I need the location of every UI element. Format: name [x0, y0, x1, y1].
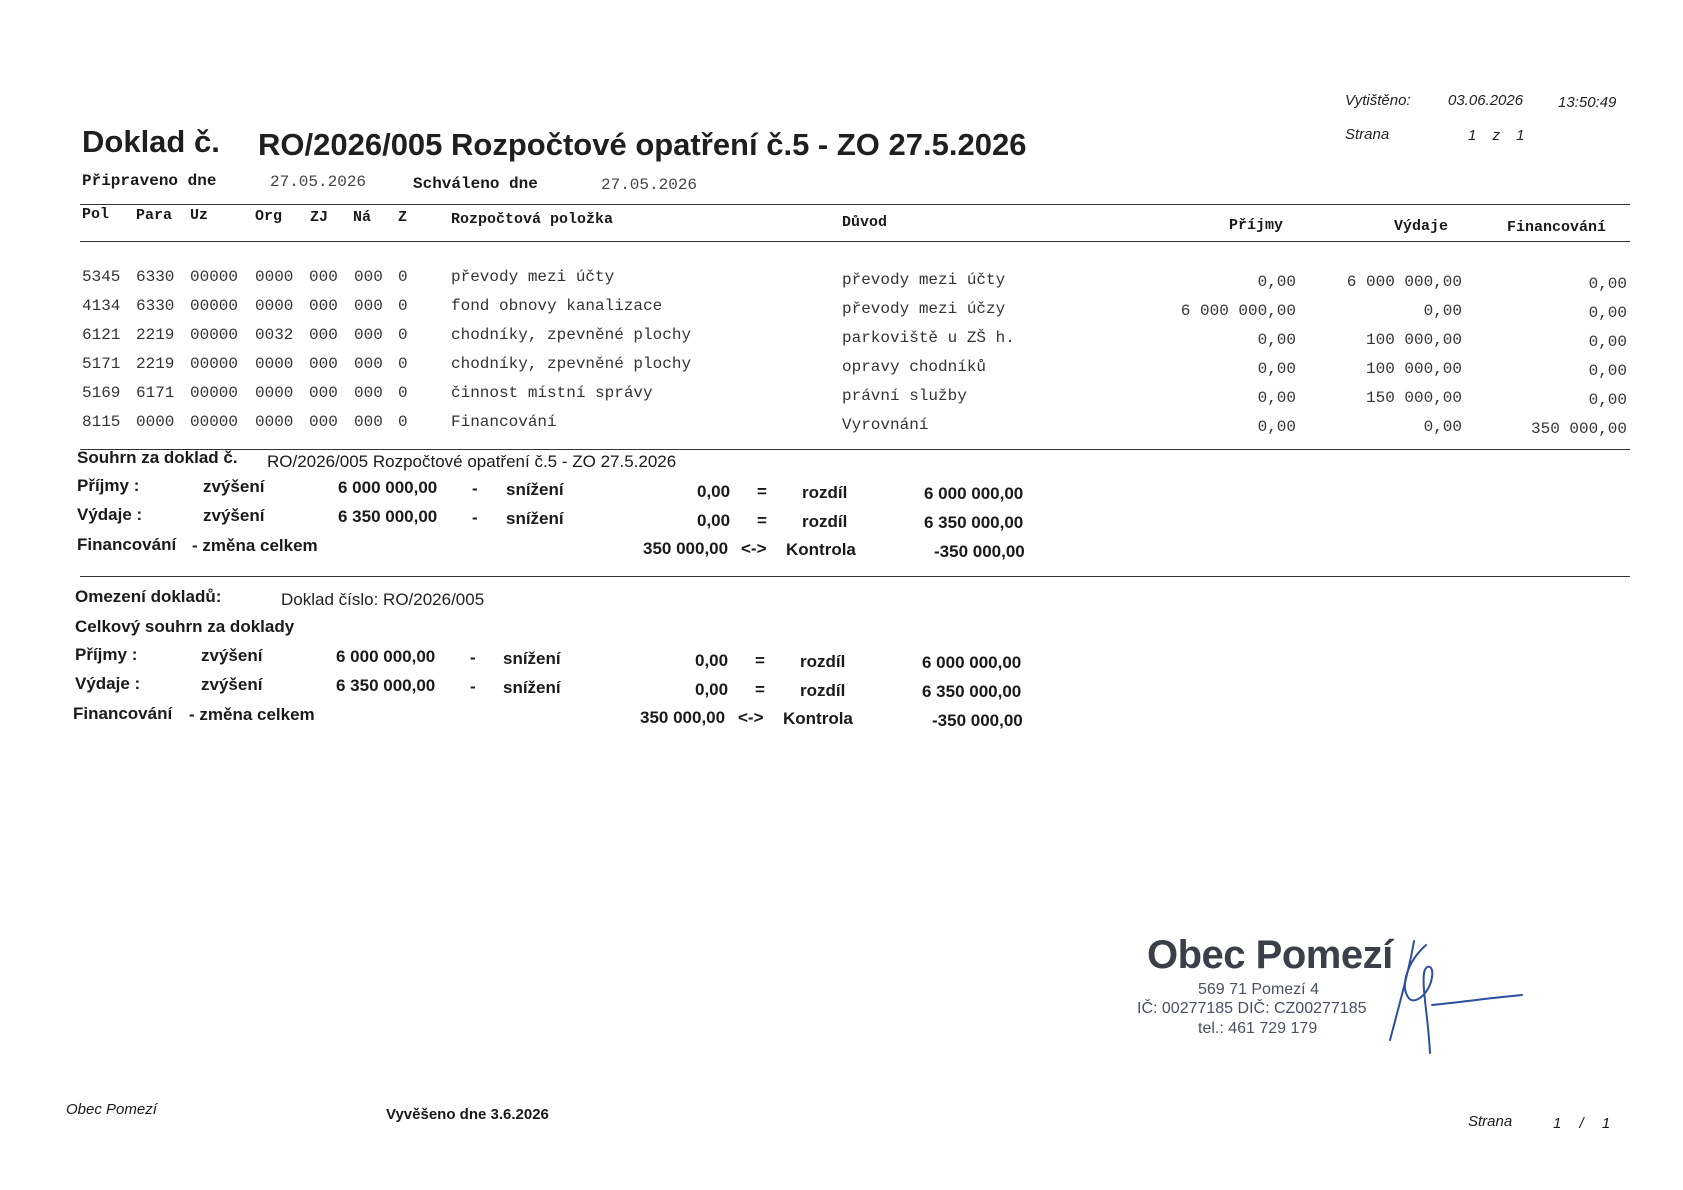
cell-income: 0,00: [1257, 360, 1296, 378]
cell-reason: parkoviště u ZŠ h.: [842, 329, 1015, 347]
prepared-date: 27.05.2026: [270, 173, 367, 191]
overall-expense-increase-label: zvýšení: [201, 675, 263, 694]
summary-income-decrease-label: snížení: [506, 480, 564, 499]
overall-expense-decrease: 0,00: [695, 680, 729, 699]
overall-income-diff-label: rozdíl: [800, 652, 846, 671]
summary-doc: RO/2026/005 Rozpočtové opatření č.5 - ZO 27.5.2026: [267, 452, 677, 471]
cell-pol: 5169: [82, 384, 121, 402]
overall-expense-dash: -: [470, 677, 476, 696]
table-rule-bottom: [80, 449, 1630, 450]
summary-expense-dash: -: [472, 508, 478, 527]
table-row: [0, 297, 1683, 323]
overall-income-diff: 6 000 000,00: [922, 653, 1022, 672]
restriction-label: Omezení dokladů:: [75, 587, 222, 606]
approved-label: Schváleno dne: [413, 175, 538, 193]
cell-uz: 00000: [190, 268, 239, 286]
cell-income: 6 000 000,00: [1180, 302, 1296, 320]
cell-item: převody mezi účty: [451, 268, 615, 286]
cell-para: 2219: [136, 326, 175, 344]
stamp-phone: tel.: 461 729 179: [1198, 1020, 1318, 1037]
summary-expense-decrease-label: snížení: [506, 509, 564, 528]
summary-income-eq: =: [757, 482, 767, 501]
cell-na: 000: [354, 413, 383, 431]
cell-expense: 6 000 000,00: [1346, 273, 1462, 291]
printed-time: 13:50:49: [1558, 94, 1617, 111]
cell-reason: převody mezi účzy: [842, 300, 1006, 318]
printed-label: Vytištěno:: [1345, 92, 1411, 109]
summary-income-increase-label: zvýšení: [203, 477, 265, 496]
overall-expense-diff-label: rozdíl: [800, 681, 846, 700]
summary-expense-decrease: 0,00: [697, 511, 731, 530]
cell-expense: 150 000,00: [1365, 389, 1462, 407]
table-row: [0, 384, 1683, 410]
cell-pol: 6121: [82, 326, 121, 344]
cell-pol: 5171: [82, 355, 121, 373]
summary-control-value: -350 000,00: [934, 542, 1025, 561]
cell-zj: 000: [309, 326, 338, 344]
summary-income-decrease: 0,00: [697, 482, 731, 501]
overall-income-decrease: 0,00: [695, 651, 729, 670]
overall-financing-value: 350 000,00: [640, 708, 726, 727]
summary-financing-change-label: - změna celkem: [192, 536, 318, 555]
cell-zj: 000: [309, 268, 338, 286]
footer-page-value: 1 / 1: [1553, 1115, 1611, 1132]
cell-financing: 0,00: [1588, 362, 1627, 380]
cell-financing: 0,00: [1588, 275, 1627, 293]
footer-org: Obec Pomezí: [66, 1101, 157, 1118]
cell-item: chodníky, zpevněné plochy: [451, 355, 692, 373]
cell-na: 000: [354, 268, 383, 286]
cell-para: 2219: [136, 355, 175, 373]
col-uz: Uz: [190, 207, 209, 224]
summary-financing-value: 350 000,00: [643, 539, 729, 558]
cell-z: 0: [398, 268, 408, 286]
summary-label: Souhrn za doklad č.: [77, 448, 238, 467]
summary-income-increase: 6 000 000,00: [338, 478, 438, 497]
col-org: Org: [255, 208, 283, 225]
table-row: [0, 268, 1683, 294]
cell-reason: Vyrovnání: [842, 416, 929, 434]
cell-z: 0: [398, 355, 408, 373]
cell-uz: 00000: [190, 355, 239, 373]
col-zj: ZJ: [310, 209, 329, 226]
summary-expense-diff-label: rozdíl: [802, 512, 848, 531]
overall-income-decrease-label: snížení: [503, 649, 561, 668]
overall-control-label: Kontrola: [783, 709, 853, 728]
overall-financing-change-label: - změna celkem: [189, 705, 315, 724]
cell-org: 0000: [255, 268, 294, 286]
table-row: [0, 413, 1683, 439]
table-row: [0, 326, 1683, 352]
signature-icon: [1380, 935, 1525, 1060]
cell-pol: 4134: [82, 297, 121, 315]
col-pol: Pol: [82, 206, 110, 223]
cell-item: Financování: [451, 413, 557, 431]
cell-financing: 0,00: [1588, 304, 1627, 322]
cell-para: 6171: [136, 384, 175, 402]
cell-para: 6330: [136, 297, 175, 315]
overall-expense-increase: 6 350 000,00: [336, 676, 436, 695]
summary-expense-label: Výdaje :: [77, 505, 143, 524]
restriction-value: Doklad číslo: RO/2026/005: [281, 590, 485, 609]
approved-date: 27.05.2026: [601, 176, 698, 194]
cell-reason: opravy chodníků: [842, 358, 987, 376]
prepared-label: Připraveno dne: [82, 172, 217, 190]
cell-org: 0000: [255, 384, 294, 402]
summary-expense-diff: 6 350 000,00: [924, 513, 1024, 532]
cell-expense: 0,00: [1423, 302, 1462, 320]
cell-na: 000: [354, 297, 383, 315]
cell-para: 6330: [136, 268, 175, 286]
overall-financing-arrow: <->: [738, 708, 764, 727]
col-income: Příjmy: [1229, 217, 1284, 234]
cell-uz: 00000: [190, 297, 239, 315]
overall-income-label: Příjmy :: [75, 645, 138, 664]
doc-title: RO/2026/005 Rozpočtové opatření č.5 - ZO 27.5.2026: [258, 127, 1027, 162]
cell-org: 0000: [255, 355, 294, 373]
summary-income-label: Příjmy :: [77, 476, 140, 495]
cell-z: 0: [398, 413, 408, 431]
cell-expense: 100 000,00: [1365, 331, 1462, 349]
summary-control-label: Kontrola: [786, 540, 856, 559]
overall-income-increase-label: zvýšení: [201, 646, 263, 665]
stamp-ids: IČ: 00277185 DIČ: CZ00277185: [1137, 1000, 1367, 1017]
cell-na: 000: [354, 384, 383, 402]
summary-expense-eq: =: [757, 511, 767, 530]
overall-income-dash: -: [470, 648, 476, 667]
summary-income-dash: -: [472, 479, 478, 498]
cell-income: 0,00: [1257, 273, 1296, 291]
table-row: [0, 355, 1683, 381]
summary-income-diff-label: rozdíl: [802, 483, 848, 502]
col-para: Para: [136, 207, 173, 224]
cell-zj: 000: [309, 355, 338, 373]
summary-rule: [80, 576, 1630, 577]
cell-z: 0: [398, 326, 408, 344]
footer-page-label: Strana: [1468, 1113, 1513, 1130]
cell-zj: 000: [309, 384, 338, 402]
cell-income: 0,00: [1257, 389, 1296, 407]
overall-expense-label: Výdaje :: [75, 674, 141, 693]
cell-income: 0,00: [1257, 418, 1296, 436]
cell-org: 0000: [255, 413, 294, 431]
cell-uz: 00000: [190, 413, 239, 431]
cell-org: 0032: [255, 326, 294, 344]
doc-label: Doklad č.: [82, 124, 220, 159]
cell-pol: 5345: [82, 268, 121, 286]
stamp-name: Obec Pomezí: [1147, 933, 1393, 977]
overall-expense-diff: 6 350 000,00: [922, 682, 1022, 701]
cell-z: 0: [398, 297, 408, 315]
printed-date: 03.06.2026: [1448, 92, 1524, 109]
summary-expense-increase: 6 350 000,00: [338, 507, 438, 526]
cell-item: fond obnovy kanalizace: [451, 297, 663, 315]
cell-financing: 0,00: [1588, 333, 1627, 351]
overall-expense-eq: =: [755, 680, 765, 699]
overall-income-increase: 6 000 000,00: [336, 647, 436, 666]
summary-expense-increase-label: zvýšení: [203, 506, 265, 525]
footer-posted: Vyvěšeno dne 3.6.2026: [386, 1106, 549, 1123]
overall-income-eq: =: [755, 651, 765, 670]
cell-item: chodníky, zpevněné plochy: [451, 326, 692, 344]
cell-reason: právní služby: [842, 387, 967, 405]
cell-uz: 00000: [190, 326, 239, 344]
cell-zj: 000: [309, 297, 338, 315]
overall-expense-decrease-label: snížení: [503, 678, 561, 697]
overall-total-label: Celkový souhrn za doklady: [75, 617, 295, 636]
cell-na: 000: [354, 355, 383, 373]
col-financing: Financování: [1507, 219, 1607, 236]
stamp-address: 569 71 Pomezí 4: [1198, 981, 1319, 998]
cell-financing: 0,00: [1588, 391, 1627, 409]
page-label-top: Strana: [1345, 126, 1390, 143]
cell-org: 0000: [255, 297, 294, 315]
cell-expense: 0,00: [1423, 418, 1462, 436]
cell-expense: 100 000,00: [1365, 360, 1462, 378]
cell-item: činnost místní správy: [451, 384, 653, 402]
cell-pol: 8115: [82, 413, 121, 431]
col-z: Z: [398, 209, 408, 226]
cell-z: 0: [398, 384, 408, 402]
col-reason: Důvod: [842, 214, 888, 231]
summary-financing-arrow: <->: [741, 539, 767, 558]
header-rule-bottom: [80, 241, 1630, 242]
cell-financing: 350 000,00: [1530, 420, 1627, 438]
cell-na: 000: [354, 326, 383, 344]
summary-income-diff: 6 000 000,00: [924, 484, 1024, 503]
cell-para: 0000: [136, 413, 175, 431]
cell-uz: 00000: [190, 384, 239, 402]
cell-zj: 000: [309, 413, 338, 431]
col-expense: Výdaje: [1394, 218, 1449, 235]
overall-control-value: -350 000,00: [932, 711, 1023, 730]
col-item: Rozpočtová položka: [451, 211, 614, 228]
page-value-top: 1 z 1: [1468, 127, 1525, 144]
header-rule-top: [80, 204, 1630, 205]
summary-financing-label: Financování: [77, 535, 177, 554]
overall-financing-label: Financování: [73, 704, 173, 723]
col-na: Ná: [353, 209, 372, 226]
cell-income: 0,00: [1257, 331, 1296, 349]
cell-reason: převody mezi účty: [842, 271, 1006, 289]
